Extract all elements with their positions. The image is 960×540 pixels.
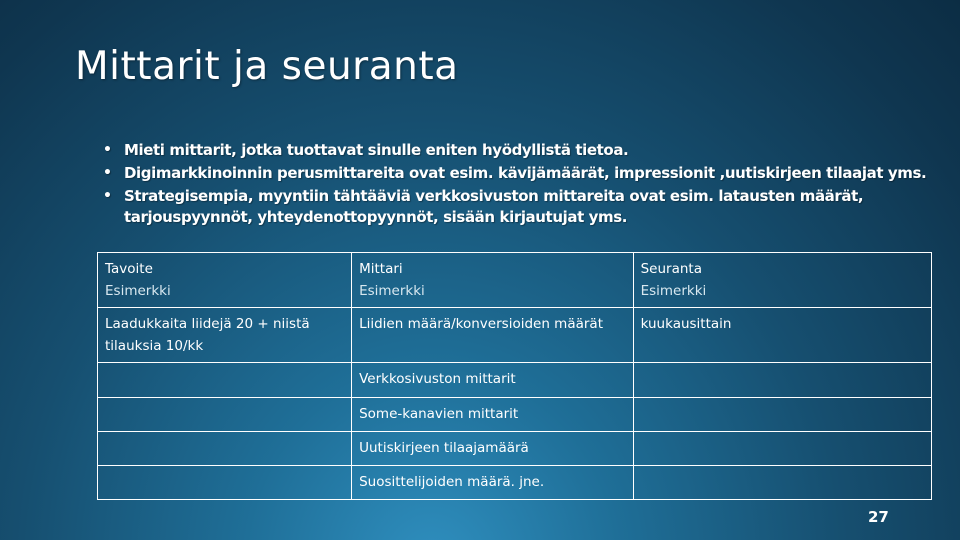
page-number: 27 <box>868 508 889 526</box>
header-sublabel: Esimerkki <box>105 283 171 299</box>
table-row <box>98 466 932 500</box>
header-label: Seuranta <box>640 261 702 277</box>
table-cell <box>98 466 352 500</box>
table-cell: Suosittelijoiden määrä. jne. <box>352 466 634 500</box>
header-cell-metric <box>352 253 634 308</box>
bullet-text: Strategisempia, myyntiin tähtääviä verkkosivuston mittareita ovat esim. latausten määrät, tarjouspyynnöt, yhteydenottopyynnöt, sisään kirjautujat yms. <box>124 187 864 226</box>
header-label: Mittari <box>359 261 403 277</box>
bullet-item <box>103 163 953 184</box>
table-row <box>98 363 932 398</box>
metrics-table <box>97 252 932 500</box>
table-cell <box>633 466 931 500</box>
bullet-dot: • <box>103 188 112 204</box>
slide-title: Mittarit ja seuranta <box>75 44 459 89</box>
table-header-row <box>98 253 932 308</box>
table-cell: Verkkosivuston mittarit <box>352 363 634 398</box>
table-cell <box>633 398 931 432</box>
header-sublabel: Esimerkki <box>640 283 707 299</box>
table-row <box>98 398 932 432</box>
bullet-text: Digimarkkinoinnin perusmittareita ovat esim. kävijämäärät, impressionit ,uutiskirjeen tilaajat yms. <box>124 164 927 182</box>
header-sublabel: Esimerkki <box>359 283 425 299</box>
table-cell: kuukausittain <box>633 308 931 363</box>
table-cell: Uutiskirjeen tilaajamäärä <box>352 432 634 466</box>
table-cell: Liidien määrä/konversioiden määrät <box>352 308 634 363</box>
bullet-item <box>103 186 953 228</box>
table-row <box>98 308 932 363</box>
header-cell-tracking <box>633 253 931 308</box>
table-cell <box>633 363 931 398</box>
header-cell-goal <box>98 253 352 308</box>
bullet-text: Mieti mittarit, jotka tuottavat sinulle eniten hyödyllistä tietoa. <box>124 141 629 159</box>
table-cell: Some-kanavien mittarit <box>352 398 634 432</box>
table-cell <box>98 398 352 432</box>
table-cell: Laadukkaita liidejä 20 + niistä tilauksia 10/kk <box>98 308 352 363</box>
bullet-list <box>103 140 953 230</box>
table-cell <box>98 432 352 466</box>
table-cell <box>98 363 352 398</box>
bullet-item <box>103 140 953 161</box>
bullet-dot: • <box>103 142 112 158</box>
table-cell <box>633 432 931 466</box>
table-row <box>98 432 932 466</box>
header-label: Tavoite <box>105 261 153 277</box>
bullet-dot: • <box>103 165 112 181</box>
